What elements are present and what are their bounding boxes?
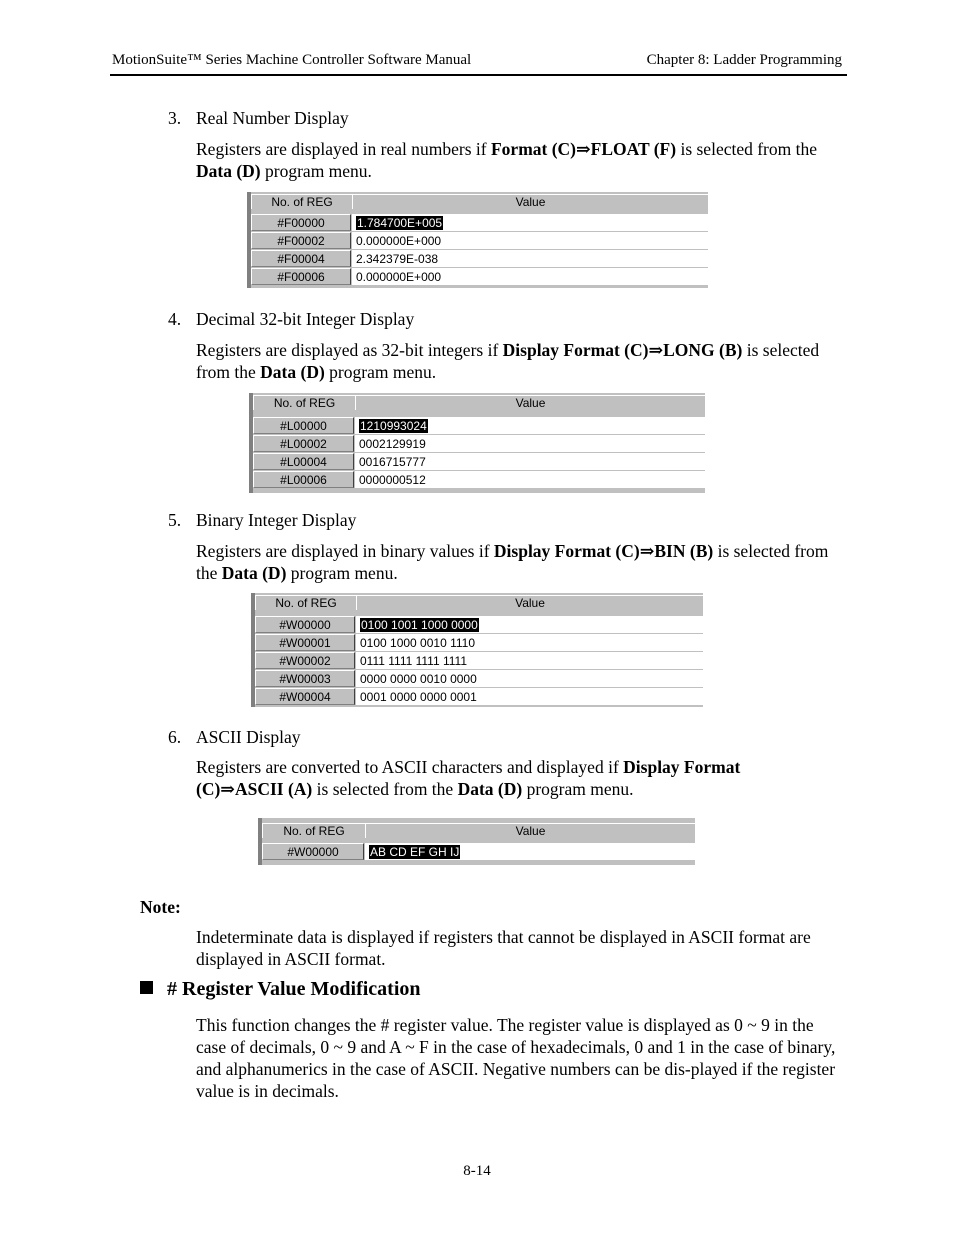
register-name: #F00000 — [251, 214, 351, 231]
register-name: #W00003 — [255, 670, 355, 687]
selected-value[interactable]: 0100 1001 1000 0000 — [361, 618, 478, 632]
item-number: 3. — [168, 108, 182, 128]
register-name: #F00004 — [251, 250, 351, 267]
register-value[interactable]: 0111 1111 1111 1111 — [356, 652, 703, 670]
section-body: This function changes the # register value. The register value is displayed as 0 ~ 9 in the case of decimals, 0 ~ 9 and A ~ F in the case of hexadecimals, 0 and 1 in the case of binary, and alphanumerics in the case of ASCII. Negative numbers can be dis-played if the register value is in decimals. — [196, 1015, 836, 1101]
table-row[interactable] — [251, 616, 703, 634]
desc-menu-path: Display Format (C)⇒ASCII (A) — [196, 757, 741, 799]
desc-text: is selected from the — [676, 139, 818, 159]
column-header-reg[interactable]: No. of REG — [262, 823, 366, 838]
item-5-description — [196, 540, 846, 584]
desc-text: program menu. — [260, 161, 372, 181]
item-title-text: Real Number Display — [196, 108, 349, 128]
desc-text: program menu. — [324, 362, 437, 382]
column-header-value[interactable]: Value — [355, 395, 705, 410]
section-title: # Register Value Modification — [167, 978, 421, 1000]
desc-text: program menu. — [286, 563, 398, 583]
table-row[interactable] — [249, 417, 705, 435]
table-row[interactable] — [249, 453, 705, 471]
item-3-title — [168, 108, 349, 129]
bullet-square-icon — [140, 981, 153, 994]
desc-menu-name: Data (D) — [457, 779, 523, 799]
register-value[interactable] — [365, 843, 695, 861]
table-row[interactable] — [251, 670, 703, 688]
register-value[interactable]: 0016715777 — [355, 453, 705, 471]
table-row[interactable] — [258, 843, 695, 861]
column-header-reg[interactable]: No. of REG — [253, 395, 356, 410]
register-name: #W00001 — [255, 634, 355, 651]
register-value[interactable] — [352, 214, 708, 232]
desc-text: Registers are converted to ASCII characters and displayed if — [196, 757, 624, 777]
item-3-description — [196, 138, 846, 182]
item-4-description — [196, 339, 846, 383]
register-value[interactable]: 0000000512 — [355, 471, 705, 489]
table-row[interactable] — [249, 435, 705, 453]
register-name: #L00002 — [253, 435, 354, 452]
item-number: 4. — [168, 309, 182, 329]
register-table-binary — [251, 593, 703, 707]
desc-menu-path: Display Format (C)⇒LONG (B) — [502, 340, 743, 360]
register-value[interactable] — [355, 417, 705, 435]
selected-value[interactable]: AB CD EF GH IJ — [370, 845, 460, 859]
column-header-value[interactable]: Value — [352, 194, 708, 209]
register-value[interactable]: 0000 0000 0010 0000 — [356, 670, 703, 688]
header-manual-title: MotionSuite™ Series Machine Controller Software Manual — [112, 52, 472, 68]
register-name: #L00004 — [253, 453, 354, 470]
register-table-ascii — [258, 818, 695, 865]
desc-menu-path: Display Format (C)⇒BIN (B) — [493, 541, 714, 561]
desc-text: program menu. — [522, 779, 634, 799]
item-6-description — [196, 756, 796, 800]
column-header-reg[interactable]: No. of REG — [251, 194, 353, 209]
item-title-text: Decimal 32-bit Integer Display — [196, 309, 415, 329]
item-number: 6. — [168, 727, 182, 747]
register-table-float — [247, 192, 708, 288]
column-header-value[interactable]: Value — [356, 595, 703, 610]
table-row[interactable] — [247, 214, 708, 232]
desc-text: Registers are displayed in binary values if — [196, 541, 494, 561]
register-name: #W00002 — [255, 652, 355, 669]
register-value[interactable]: 2.342379E-038 — [352, 250, 708, 268]
register-value[interactable]: 0.000000E+000 — [352, 268, 708, 286]
item-title-text: Binary Integer Display — [196, 510, 357, 530]
register-name: #W00000 — [255, 616, 355, 633]
table-row[interactable] — [247, 232, 708, 250]
desc-menu-name: Data (D) — [260, 362, 325, 382]
desc-text: is selected from the — [196, 340, 820, 382]
page-number: 8-14 — [463, 1163, 491, 1179]
desc-text: Registers are displayed as 32-bit integers if — [196, 340, 503, 360]
selected-value[interactable]: 1210993024 — [360, 419, 427, 433]
register-value[interactable]: 0.000000E+000 — [352, 232, 708, 250]
table-row[interactable] — [247, 250, 708, 268]
register-value[interactable]: 0002129919 — [355, 435, 705, 453]
item-5-title — [168, 510, 356, 531]
register-name: #W00004 — [255, 688, 355, 705]
note-text: Indeterminate data is displayed if registers that cannot be displayed in ASCII format are displayed in ASCII format. — [196, 927, 811, 969]
register-value[interactable]: 0001 0000 0000 0001 — [356, 688, 703, 706]
desc-text: is selected from the — [196, 541, 829, 583]
table-row[interactable] — [251, 652, 703, 670]
item-6-title — [168, 727, 301, 748]
register-name: #L00000 — [253, 417, 354, 434]
table-row[interactable] — [249, 471, 705, 489]
desc-menu-path: Format (C)⇒FLOAT (F) — [490, 139, 677, 159]
table-row[interactable] — [251, 634, 703, 652]
item-4-title — [168, 309, 414, 330]
selected-value[interactable]: 1.784700E+005 — [357, 216, 443, 230]
column-header-reg[interactable]: No. of REG — [255, 595, 357, 610]
item-number: 5. — [168, 510, 182, 530]
register-value[interactable]: 0100 1000 0010 1110 — [356, 634, 703, 652]
section-heading — [140, 978, 421, 1001]
desc-text: Registers are displayed in real numbers if — [196, 139, 491, 159]
register-name: #W00000 — [262, 843, 364, 860]
item-title-text: ASCII Display — [196, 727, 301, 747]
table-row[interactable] — [247, 268, 708, 286]
header-chapter-title: Chapter 8: Ladder Programming — [646, 52, 842, 68]
header-rule — [110, 74, 847, 76]
register-table-long — [249, 393, 705, 493]
register-name: #F00006 — [251, 268, 351, 285]
register-name: #L00006 — [253, 471, 354, 488]
column-header-value[interactable]: Value — [365, 823, 695, 838]
desc-text: is selected from the — [312, 779, 458, 799]
table-row[interactable] — [251, 688, 703, 706]
desc-menu-name: Data (D) — [221, 563, 287, 583]
register-value[interactable] — [356, 616, 703, 634]
desc-menu-name: Data (D) — [196, 161, 261, 181]
register-name: #F00002 — [251, 232, 351, 249]
note-label: Note: — [140, 897, 181, 917]
